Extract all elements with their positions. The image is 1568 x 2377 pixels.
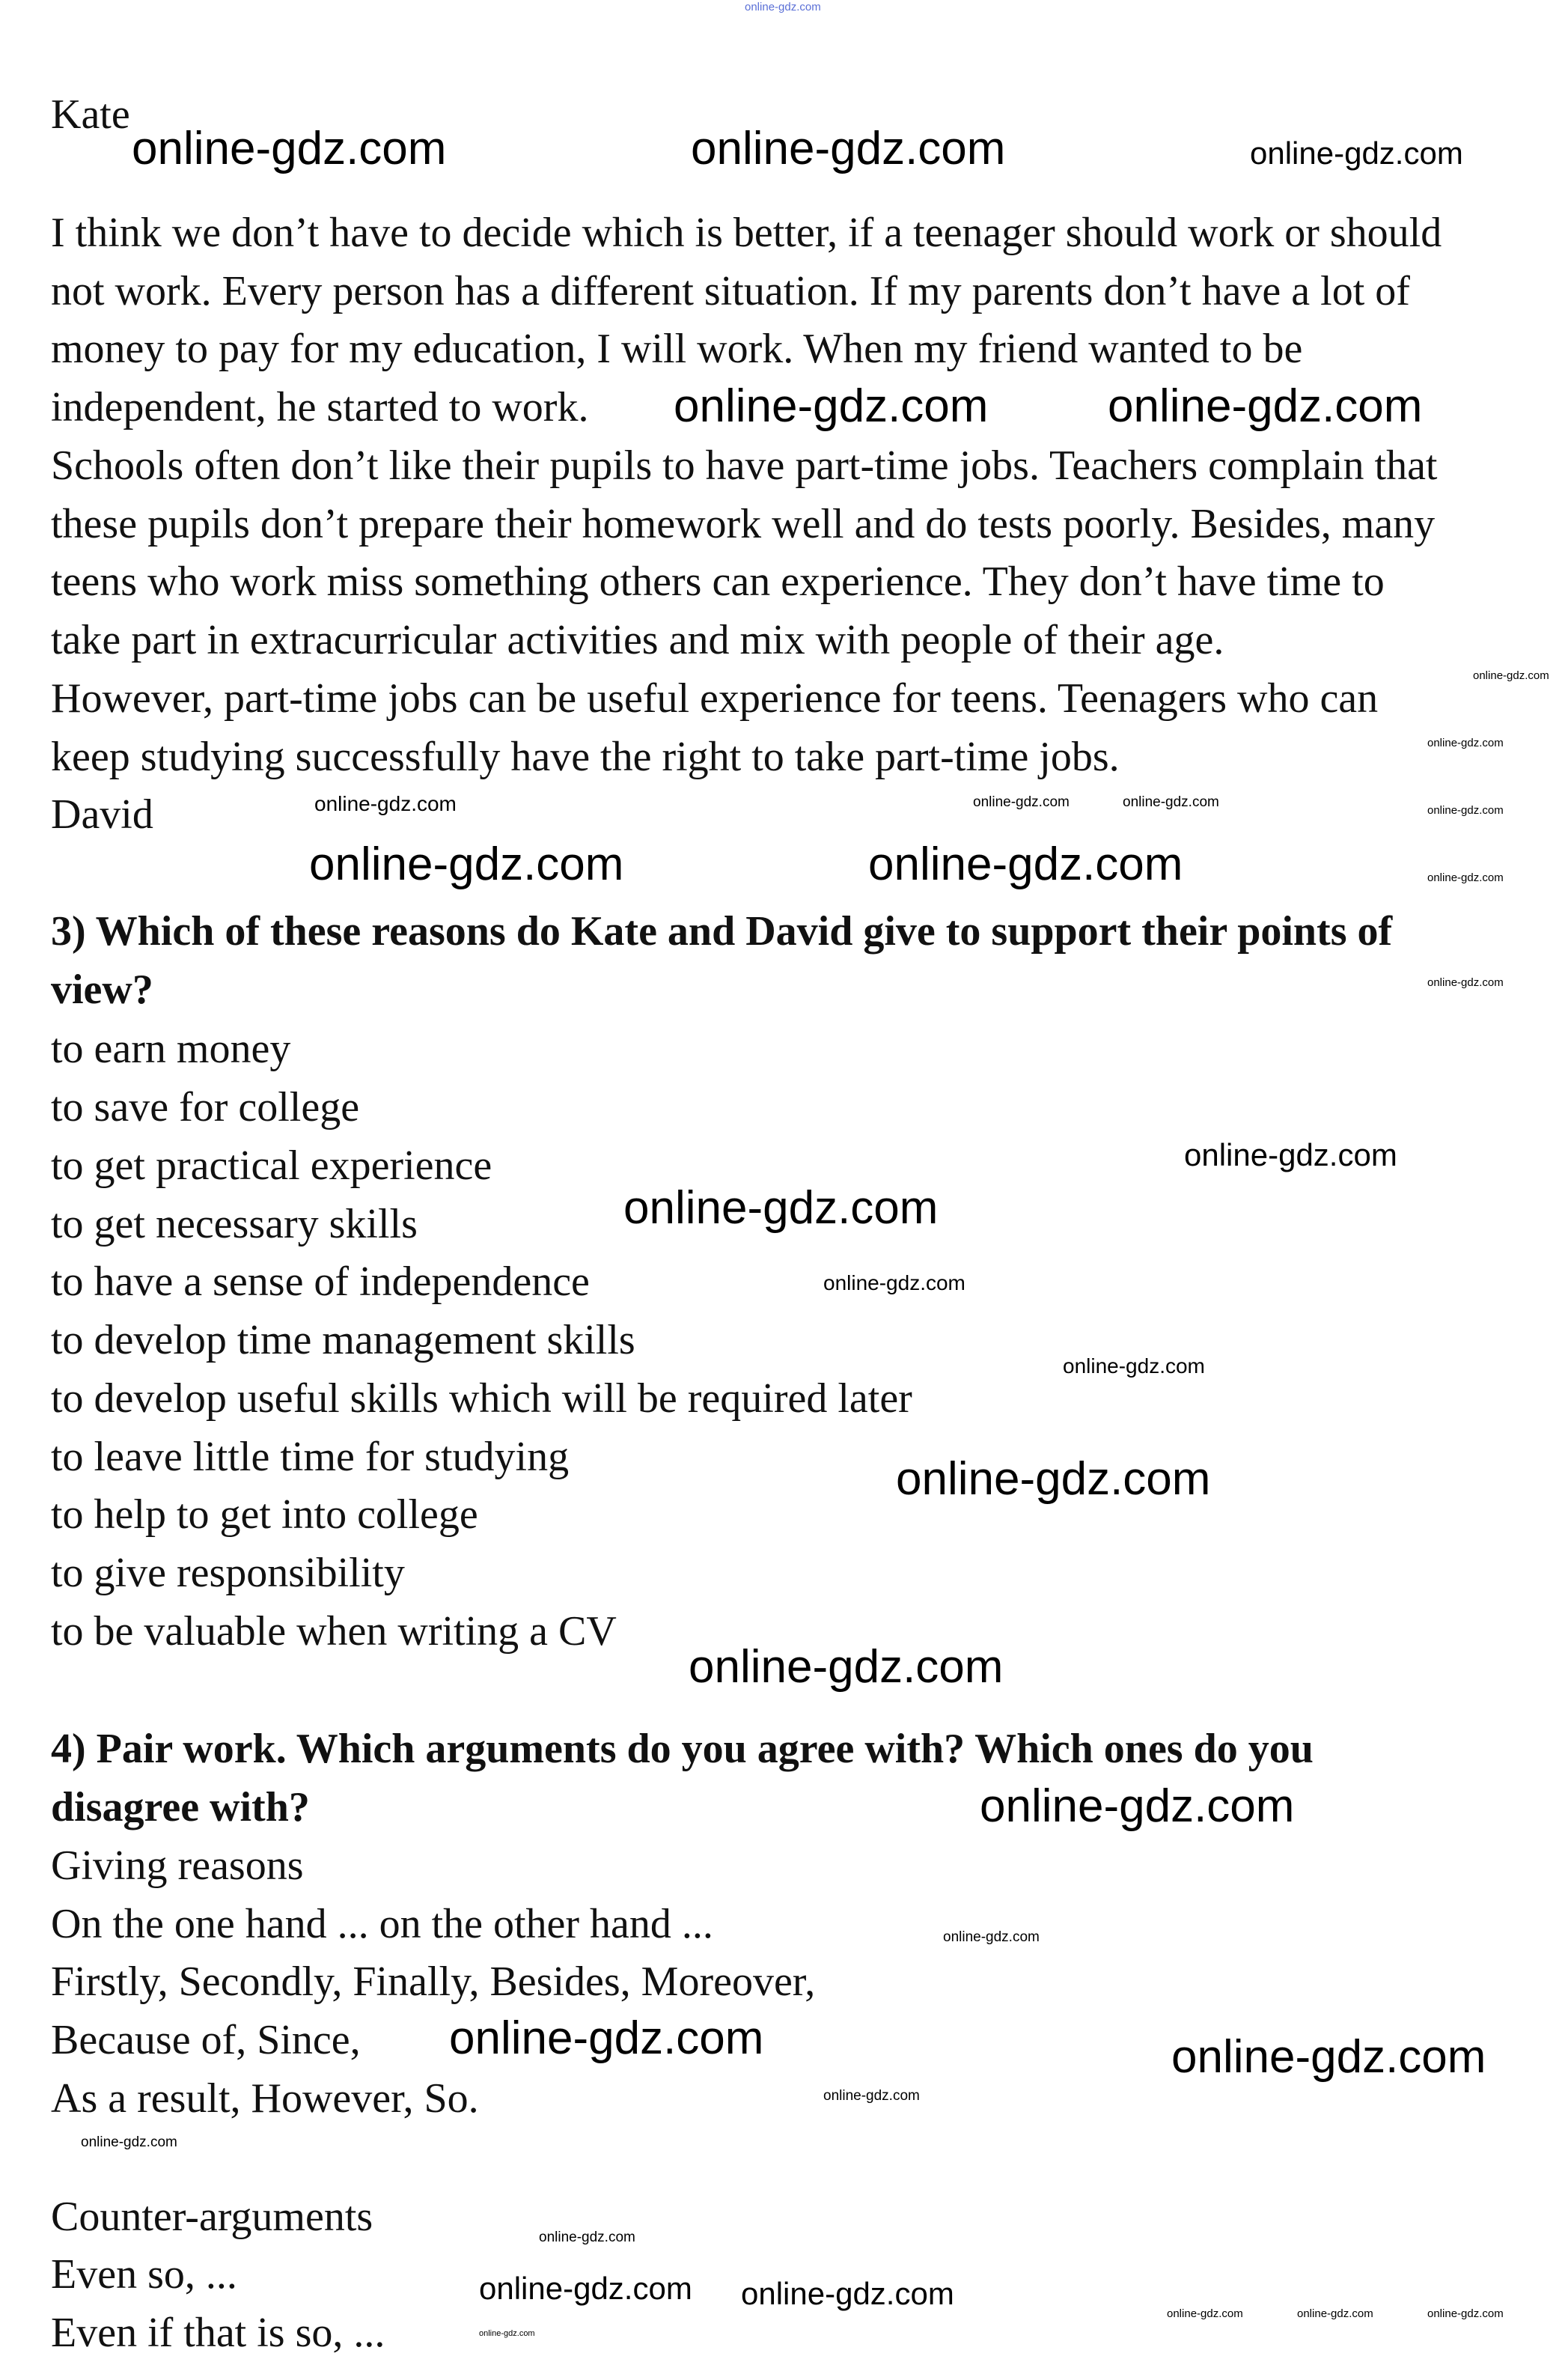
watermark: online-gdz.com: [309, 839, 624, 890]
watermark: online-gdz.com: [1473, 669, 1549, 682]
reason-item: to save for college: [51, 1084, 360, 1130]
watermark: online-gdz.com: [449, 2012, 764, 2064]
watermark: online-gdz.com: [1108, 380, 1423, 432]
phrase-line: On the one hand ... on the other hand ...: [51, 1901, 713, 1947]
reason-item: to leave little time for studying: [51, 1434, 570, 1480]
kate-line: independent, he started to work.: [51, 384, 589, 430]
watermark: online-gdz.com: [1427, 804, 1504, 817]
watermark: online-gdz.com: [1250, 136, 1463, 171]
watermark: online-gdz.com: [479, 2329, 535, 2338]
watermark: online-gdz.com: [1063, 1354, 1205, 1378]
task4-heading: disagree with?: [51, 1784, 310, 1830]
watermark: online-gdz.com: [1184, 1137, 1397, 1172]
task3-heading: 3) Which of these reasons do Kate and David give to support their points of: [51, 908, 1393, 955]
david-line: keep studying successfully have the right to take part-time jobs.: [51, 734, 1120, 780]
watermark: online-gdz.com: [896, 1453, 1211, 1505]
watermark: online-gdz.com: [1297, 2307, 1373, 2320]
watermark: online-gdz.com: [823, 2088, 920, 2104]
phrase-line: Even so, ...: [51, 2251, 237, 2298]
kate-line: not work. Every person has a different situation. If my parents don’t have a lot of: [51, 268, 1410, 314]
watermark-top: online-gdz.com: [745, 1, 821, 13]
reason-item: to get necessary skills: [51, 1201, 418, 1247]
giving-reasons-title: Giving reasons: [51, 1842, 304, 1889]
watermark: online-gdz.com: [1123, 794, 1219, 810]
reason-item: to help to get into college: [51, 1491, 478, 1538]
phrase-line: As a result, However, So.: [51, 2075, 479, 2122]
watermark: online-gdz.com: [1427, 737, 1504, 749]
reason-item: to develop useful skills which will be required later: [51, 1375, 912, 1422]
phrase-line: Because of, Since,: [51, 2017, 361, 2063]
counter-arguments-title: Counter-arguments: [51, 2194, 373, 2240]
david-name: David: [51, 791, 153, 838]
kate-line: money to pay for my education, I will work. When my friend wanted to be: [51, 326, 1303, 372]
watermark: online-gdz.com: [1167, 2307, 1243, 2320]
watermark: online-gdz.com: [1427, 871, 1504, 884]
reason-item: to earn money: [51, 1026, 291, 1072]
david-line: take part in extracurricular activities and mix with people of their age.: [51, 617, 1224, 663]
david-line: Schools often don’t like their pupils to have part-time jobs. Teachers complain that: [51, 442, 1438, 489]
reason-item: to give responsibility: [51, 1550, 405, 1596]
watermark: online-gdz.com: [674, 380, 989, 432]
david-line: However, part-time jobs can be useful experience for teens. Teenagers who can: [51, 675, 1379, 722]
watermark: online-gdz.com: [691, 123, 1006, 174]
watermark: online-gdz.com: [539, 2230, 635, 2245]
watermark: online-gdz.com: [741, 2276, 954, 2311]
reason-item: to get practical experience: [51, 1142, 492, 1189]
kate-name: Kate: [51, 91, 130, 138]
kate-line: I think we don’t have to decide which is better, if a teenager should work or should: [51, 210, 1442, 256]
phrase-line: Even if that is so, ...: [51, 2310, 385, 2356]
watermark: online-gdz.com: [1427, 976, 1504, 989]
watermark: online-gdz.com: [823, 1271, 965, 1294]
reason-item: to have a sense of independence: [51, 1258, 590, 1305]
watermark: online-gdz.com: [689, 1641, 1004, 1693]
watermark: online-gdz.com: [973, 794, 1070, 810]
watermark: online-gdz.com: [1171, 2031, 1486, 2083]
watermark: online-gdz.com: [1427, 2307, 1504, 2320]
watermark: online-gdz.com: [479, 2271, 692, 2306]
david-line: teens who work miss something others can experience. They don’t have time to: [51, 559, 1385, 605]
task4-heading: 4) Pair work. Which arguments do you agree with? Which ones do you: [51, 1726, 1314, 1772]
watermark: online-gdz.com: [943, 1929, 1040, 1945]
reason-item: to develop time management skills: [51, 1317, 635, 1363]
watermark: online-gdz.com: [132, 123, 447, 174]
watermark: online-gdz.com: [980, 1780, 1295, 1832]
task3-heading: view?: [51, 967, 153, 1013]
phrase-line: Firstly, Secondly, Finally, Besides, Moreover,: [51, 1958, 816, 2005]
reason-item: to be valuable when writing a CV: [51, 1608, 617, 1655]
watermark: online-gdz.com: [81, 2134, 177, 2150]
watermark: online-gdz.com: [314, 792, 457, 815]
david-line: these pupils don’t prepare their homework well and do tests poorly. Besides, many: [51, 501, 1436, 547]
watermark: online-gdz.com: [623, 1182, 939, 1234]
watermark: online-gdz.com: [868, 839, 1183, 890]
